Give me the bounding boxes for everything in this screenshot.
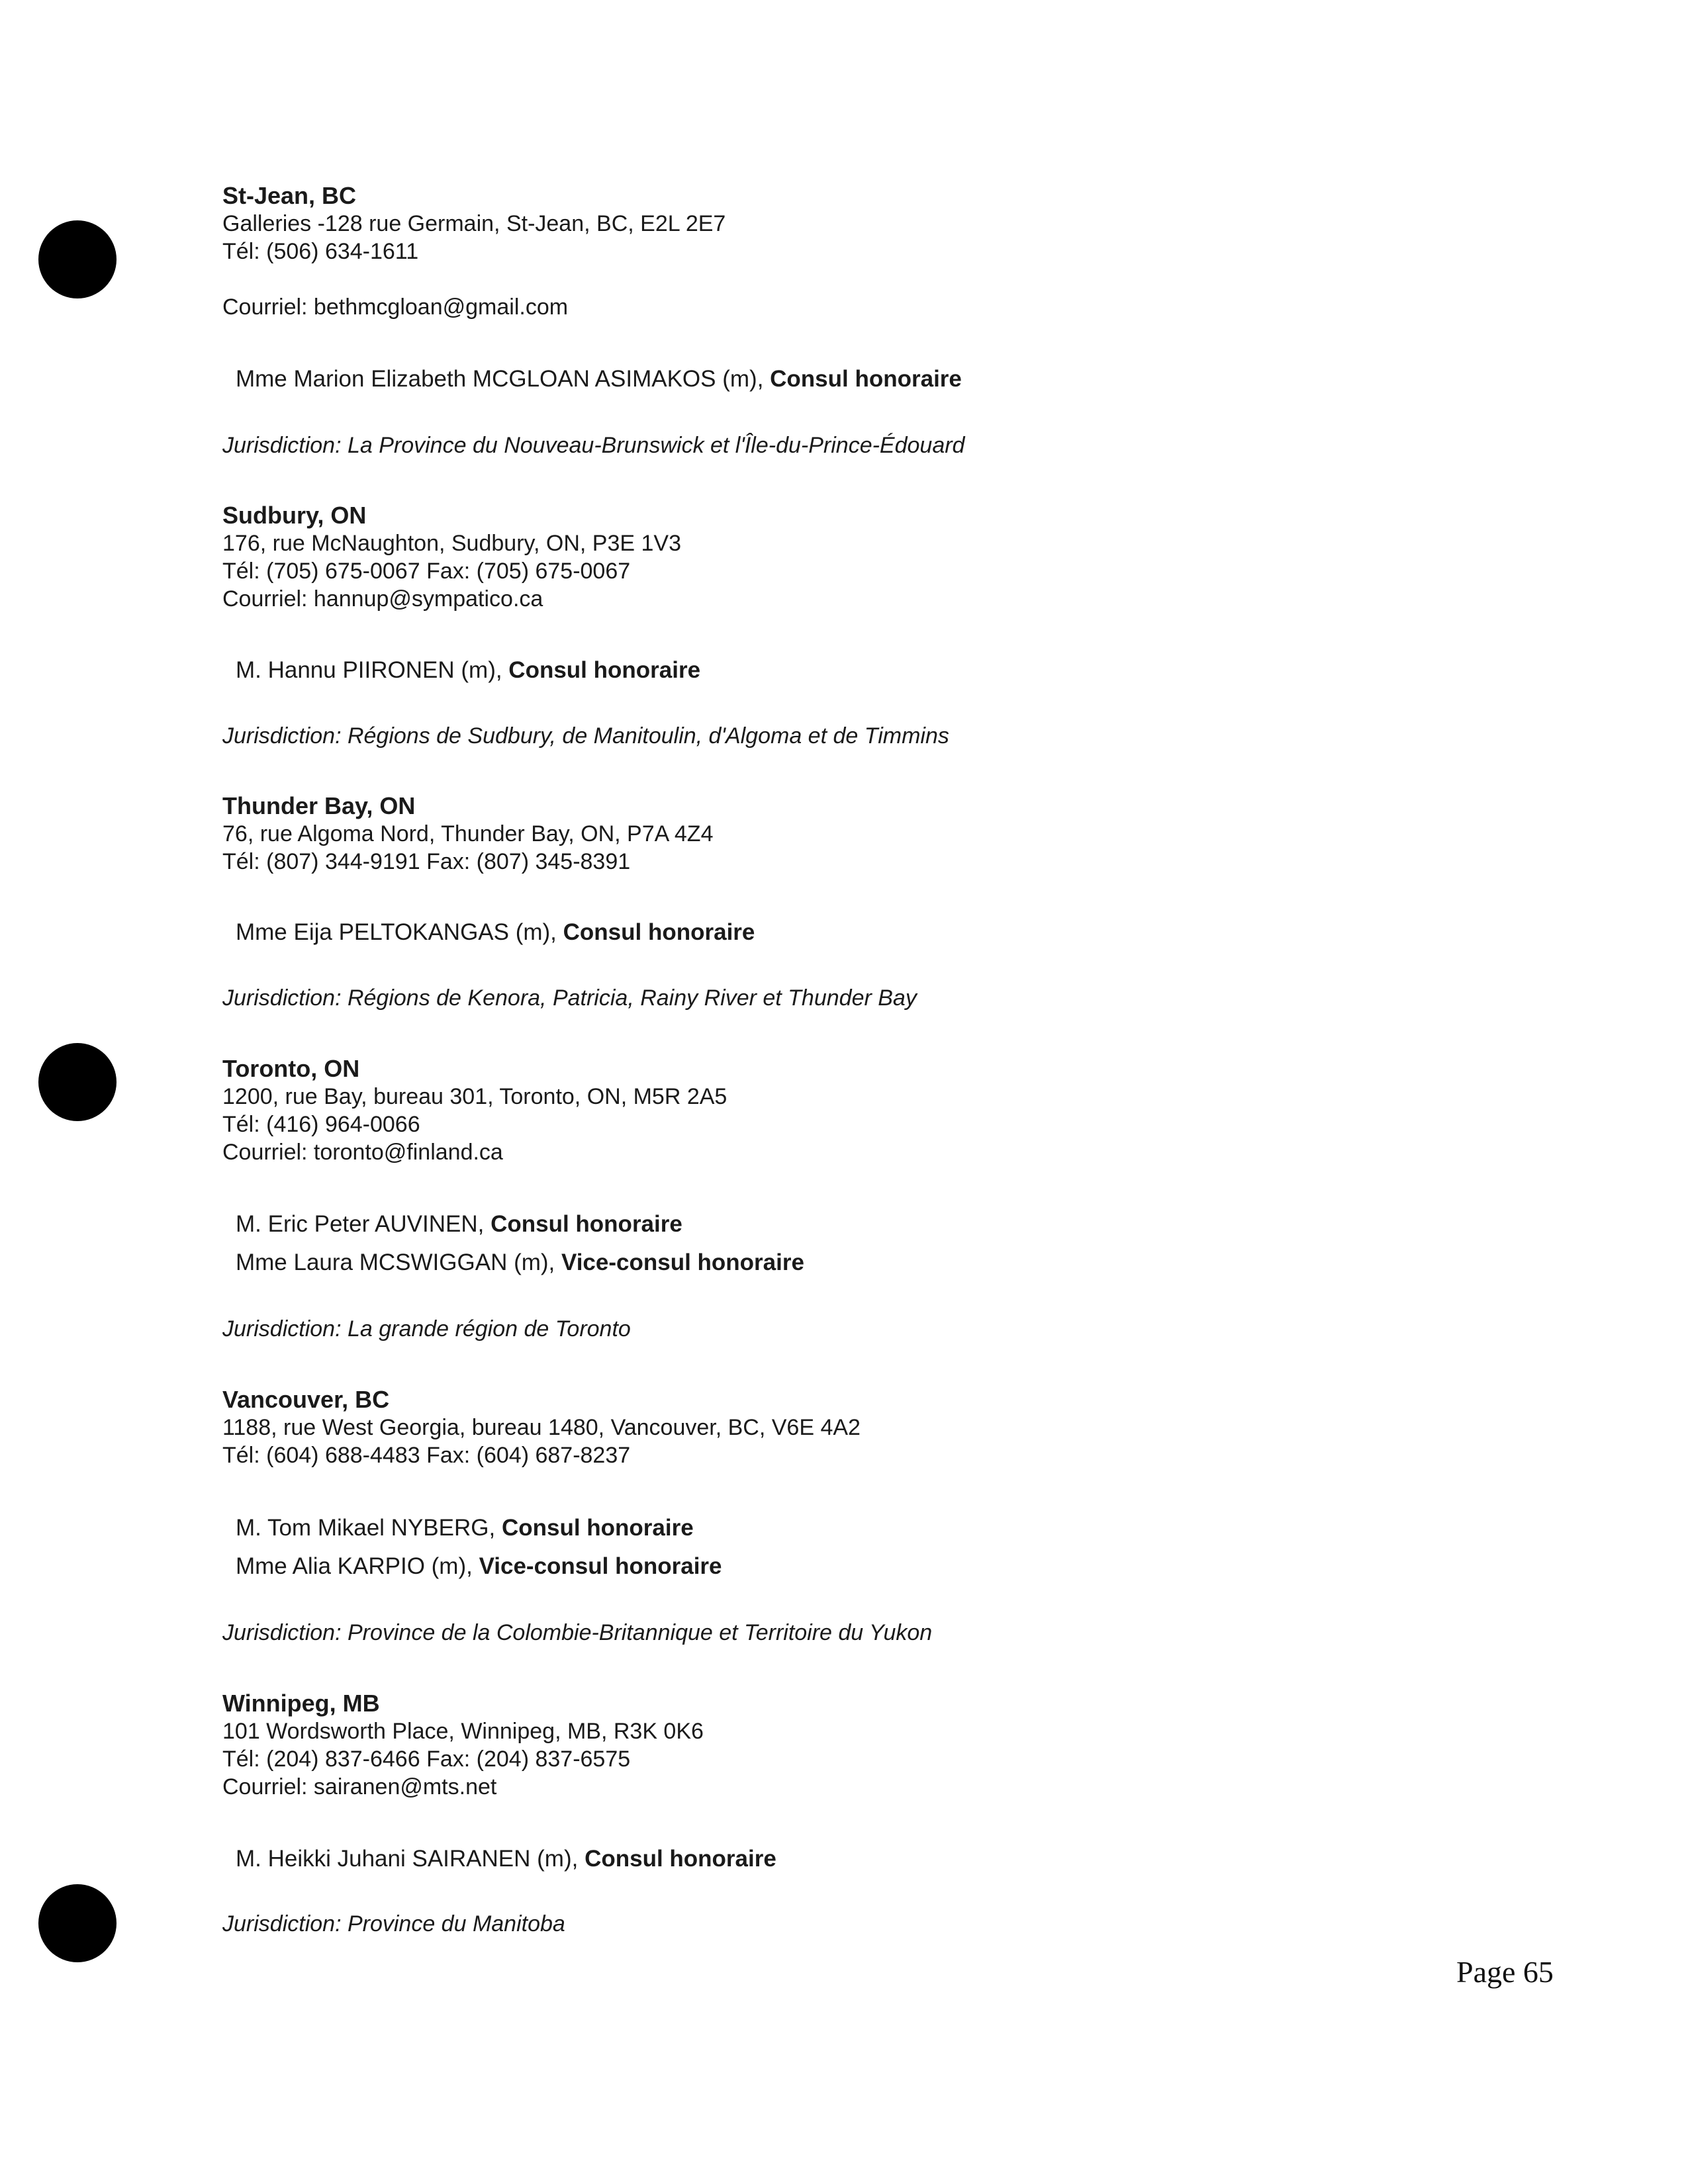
jurisdiction: Jurisdiction: Province du Manitoba (222, 1911, 565, 1936)
jurisdiction: Jurisdiction: Régions de Sudbury, de Manitoulin, d'Algoma et de Timmins (222, 723, 949, 749)
official-name: Mme Alia KARPIO (m), (236, 1553, 479, 1579)
official-name: M. Hannu PIIRONEN (m), (236, 657, 509, 683)
official (236, 1248, 804, 1277)
address: 1200, rue Bay, bureau 301, Toronto, ON, M5R 2A5 (222, 1084, 727, 1109)
official-title: Vice-consul honoraire (479, 1553, 722, 1579)
email: Courriel: toronto@finland.ca (222, 1140, 503, 1165)
address: Galleries -128 rue Germain, St-Jean, BC, E2L 2E7 (222, 211, 726, 236)
city-heading: Winnipeg, MB (222, 1690, 380, 1717)
email: Courriel: bethmcgloan@gmail.com (222, 295, 569, 320)
official (236, 1844, 776, 1874)
binder-hole (38, 220, 117, 298)
official-title: Consul honoraire (508, 657, 701, 683)
city-heading: Sudbury, ON (222, 502, 367, 529)
official (236, 1514, 694, 1543)
binder-hole (38, 1043, 117, 1121)
phone: Tél: (807) 344-9191 Fax: (807) 345-8391 (222, 849, 631, 874)
email: Courriel: sairanen@mts.net (222, 1774, 497, 1799)
official-name: M. Eric Peter AUVINEN, (236, 1211, 491, 1237)
page-number: Page 65 (1456, 1955, 1554, 1989)
official-title: Consul honoraire (491, 1211, 682, 1237)
address: 101 Wordsworth Place, Winnipeg, MB, R3K 0K6 (222, 1719, 704, 1744)
consulate-entry-winnipeg (222, 1690, 1414, 1936)
official (236, 918, 755, 947)
official-title: Consul honoraire (501, 1515, 694, 1541)
jurisdiction: Jurisdiction: Régions de Kenora, Patricia, Rainy River et Thunder Bay (222, 985, 917, 1011)
phone: Tél: (604) 688-4483 Fax: (604) 687-8237 (222, 1443, 631, 1468)
city-heading: St-Jean, BC (222, 182, 357, 209)
official-name: M. Tom Mikael NYBERG, (236, 1515, 502, 1541)
phone: Tél: (416) 964-0066 (222, 1112, 420, 1137)
official-name: Mme Marion Elizabeth MCGLOAN ASIMAKOS (m), (236, 366, 771, 392)
city-heading: Toronto, ON (222, 1055, 360, 1082)
city-heading: Vancouver, BC (222, 1386, 390, 1413)
official-name: Mme Laura MCSWIGGAN (m), (236, 1250, 561, 1275)
jurisdiction: Jurisdiction: Province de la Colombie-Britannique et Territoire du Yukon (222, 1620, 933, 1645)
address: 1188, rue West Georgia, bureau 1480, Vancouver, BC, V6E 4A2 (222, 1415, 861, 1440)
jurisdiction: Jurisdiction: La grande région de Toronto (222, 1316, 631, 1342)
city-heading: Thunder Bay, ON (222, 792, 416, 819)
official-title: Consul honoraire (563, 919, 755, 945)
phone: Tél: (705) 675-0067 Fax: (705) 675-0067 (222, 559, 631, 584)
official (236, 365, 962, 394)
consulate-entry-thunder-bay (222, 792, 1414, 1011)
official-name: M. Heikki Juhani SAIRANEN (m), (236, 1846, 585, 1872)
consulate-entry-toronto (222, 1055, 1414, 1342)
phone: Tél: (506) 634-1611 (222, 239, 419, 264)
official (236, 1552, 722, 1581)
official (236, 1210, 682, 1239)
official-name: Mme Eija PELTOKANGAS (m), (236, 919, 563, 945)
jurisdiction: Jurisdiction: La Province du Nouveau-Brunswick et l'Île-du-Prince-Édouard (222, 433, 965, 458)
address: 176, rue McNaughton, Sudbury, ON, P3E 1V3 (222, 531, 681, 556)
email: Courriel: hannup@sympatico.ca (222, 586, 543, 612)
consulate-entry-sudbury (222, 502, 1414, 749)
address: 76, rue Algoma Nord, Thunder Bay, ON, P7A 4Z4 (222, 821, 714, 846)
official-title: Vice-consul honoraire (561, 1250, 804, 1275)
official-title: Consul honoraire (770, 366, 962, 392)
binder-hole (38, 1884, 117, 1962)
official-title: Consul honoraire (585, 1846, 776, 1872)
official (236, 656, 700, 685)
consulate-entry-st-jean (222, 182, 1414, 458)
consulate-entry-vancouver (222, 1386, 1414, 1645)
phone: Tél: (204) 837-6466 Fax: (204) 837-6575 (222, 1747, 631, 1772)
